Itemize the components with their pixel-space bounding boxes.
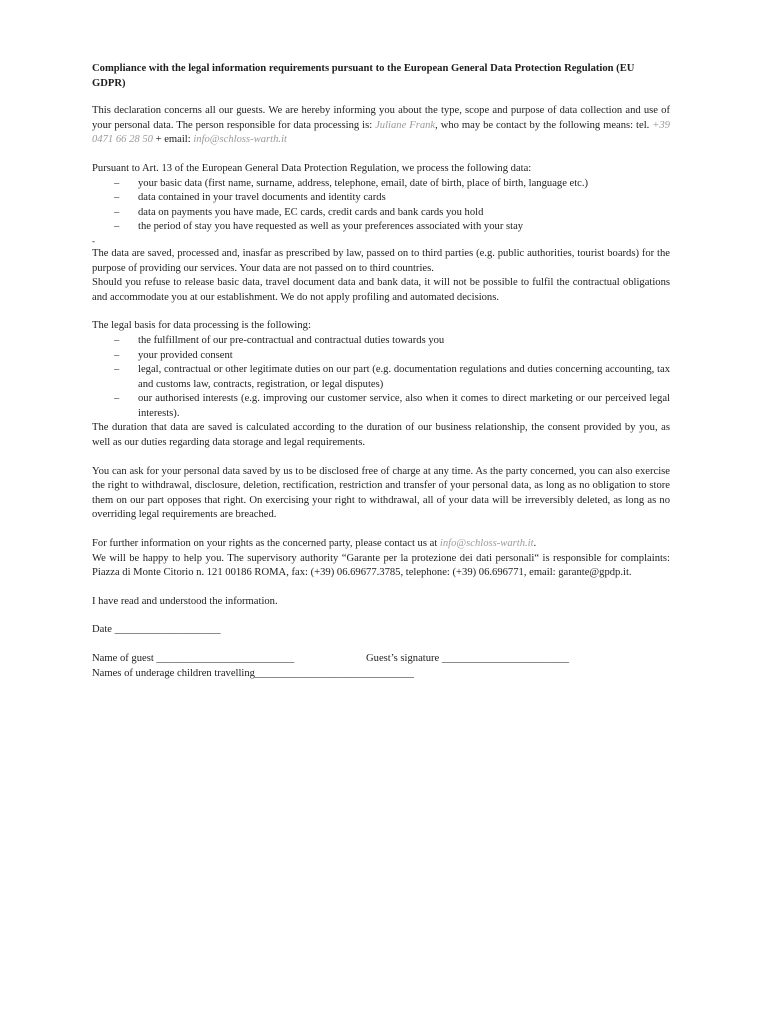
legal-basis-list xyxy=(92,334,670,422)
list-dash: – xyxy=(114,177,120,189)
list-item-text: the fulfillment of our pre-contractual and contractual duties towards you xyxy=(138,334,445,346)
processing-lead: Pursuant to Art. 13 of the European General Data Protection Regulation, we process the following data: xyxy=(92,162,532,174)
list-item xyxy=(92,363,670,392)
list-item xyxy=(92,334,670,349)
responsible-name: Juliane Frank xyxy=(375,119,436,131)
acknowledgement-text: I have read and understood the information. xyxy=(92,595,278,607)
document-title: Compliance with the legal information requirements pursuant to the European General Data Protection Regulation (EU GDPR) xyxy=(92,63,635,89)
list-dash: – xyxy=(114,393,120,405)
stray-dash: - xyxy=(92,235,95,246)
intro-text-1: This declaration concerns all our guests. We are hereby informing you about the type, scope and purpose of data collection and use of your personal data. The person responsible for data processing is: xyxy=(92,105,670,131)
list-dash: – xyxy=(114,206,120,218)
further-text-1: For further information on your rights as the concerned party, please contact us at xyxy=(92,538,440,550)
email-link[interactable]: info@schloss-warth.it xyxy=(193,134,287,146)
list-dash: – xyxy=(114,364,120,376)
intro-text-3: + email: xyxy=(152,134,194,146)
list-dash: – xyxy=(114,349,120,361)
further-info-line xyxy=(92,537,670,552)
signature-row xyxy=(92,652,670,667)
list-dash: – xyxy=(114,334,120,346)
list-dash: – xyxy=(114,192,120,204)
list-item xyxy=(92,177,670,192)
duration-paragraph: The duration that data are saved is calculated according to the duration of our business relationship, the consent provided by you, as well as our duties regarding data storage and legal requirements. xyxy=(92,422,670,449)
list-item-text: our authorised interests (e.g. improving our customer service, also when it comes to direct marketing or our perceived legal interests). xyxy=(138,393,670,419)
supervisory-authority-paragraph: We will be happy to help you. The supervisory authority “Garante per la protezione dei dati personali“ is responsible for complaints: Piazza di Monte Citorio n. 121 00186 ROMA, fax: (+39) 06.69677.3785, telephone: (+39) 06.696771, email: garante@gpdp.it. xyxy=(92,552,670,579)
contact-email-link[interactable]: info@schloss-warth.it xyxy=(439,538,534,550)
further-text-2: . xyxy=(533,538,537,550)
list-item-text: legal, contractual or other legitimate duties on our part (e.g. documentation regulations and duties concerning accounting, tax and customs law, contracts, registration, or legal disputes) xyxy=(138,364,670,390)
list-item xyxy=(92,191,670,206)
intro-text-2: , who may be contact by the following means: tel. xyxy=(435,119,653,131)
intro-paragraph xyxy=(92,104,670,148)
list-item-text: data contained in your travel documents and identity cards xyxy=(138,192,386,204)
rights-paragraph: You can ask for your personal data saved by us to be disclosed free of charge at any time. As the party concerned, you can also exercise the right to withdrawal, disclosure, deletion, rectification, restriction and transfer of your personal data, as long as no obligation to store them on our part opposes that right. On exercising your right to withdrawal, all of your data will be irreversibly deleted, as long as no overriding legal requirements are breached. xyxy=(92,465,670,521)
processed-data-list xyxy=(92,177,670,235)
storage-paragraph-2: Should you refuse to release basic data, travel document data and bank data, it will not be possible to fulfil the contractual obligations and accommodate you at our establishment. We do not apply profiling and automated decisions. xyxy=(92,277,670,303)
legal-basis-lead: The legal basis for data processing is the following: xyxy=(92,320,311,332)
date-field[interactable]: Date ____________________ xyxy=(92,624,221,636)
list-item xyxy=(92,220,670,235)
list-item-text: your provided consent xyxy=(138,349,233,361)
list-item xyxy=(92,349,670,364)
phone-link[interactable]: +39 0471 66 28 50 xyxy=(92,119,670,146)
list-item-text: your basic data (first name, surname, address, telephone, email, date of birth, place of birth, language etc.) xyxy=(138,177,589,189)
children-names-field[interactable]: Names of underage children travelling______________________________ xyxy=(92,667,414,679)
list-dash: – xyxy=(114,221,120,233)
storage-paragraph-1: The data are saved, processed and, inasfar as prescribed by law, passed on to third parties (e.g. public authorities, tourist boards) for the purpose of providing our services. Your data are not passed on to third countries. xyxy=(92,247,670,274)
guest-signature-field[interactable]: Guest’s signature ________________________ xyxy=(366,653,570,664)
list-item xyxy=(92,206,670,221)
list-item-text: data on payments you have made, EC cards, credit cards and bank cards you hold xyxy=(138,206,484,218)
list-item-text: the period of stay you have requested as well as your preferences associated with your stay xyxy=(138,221,524,233)
list-item xyxy=(92,392,670,421)
guest-name-field[interactable]: Name of guest __________________________ xyxy=(92,653,295,664)
